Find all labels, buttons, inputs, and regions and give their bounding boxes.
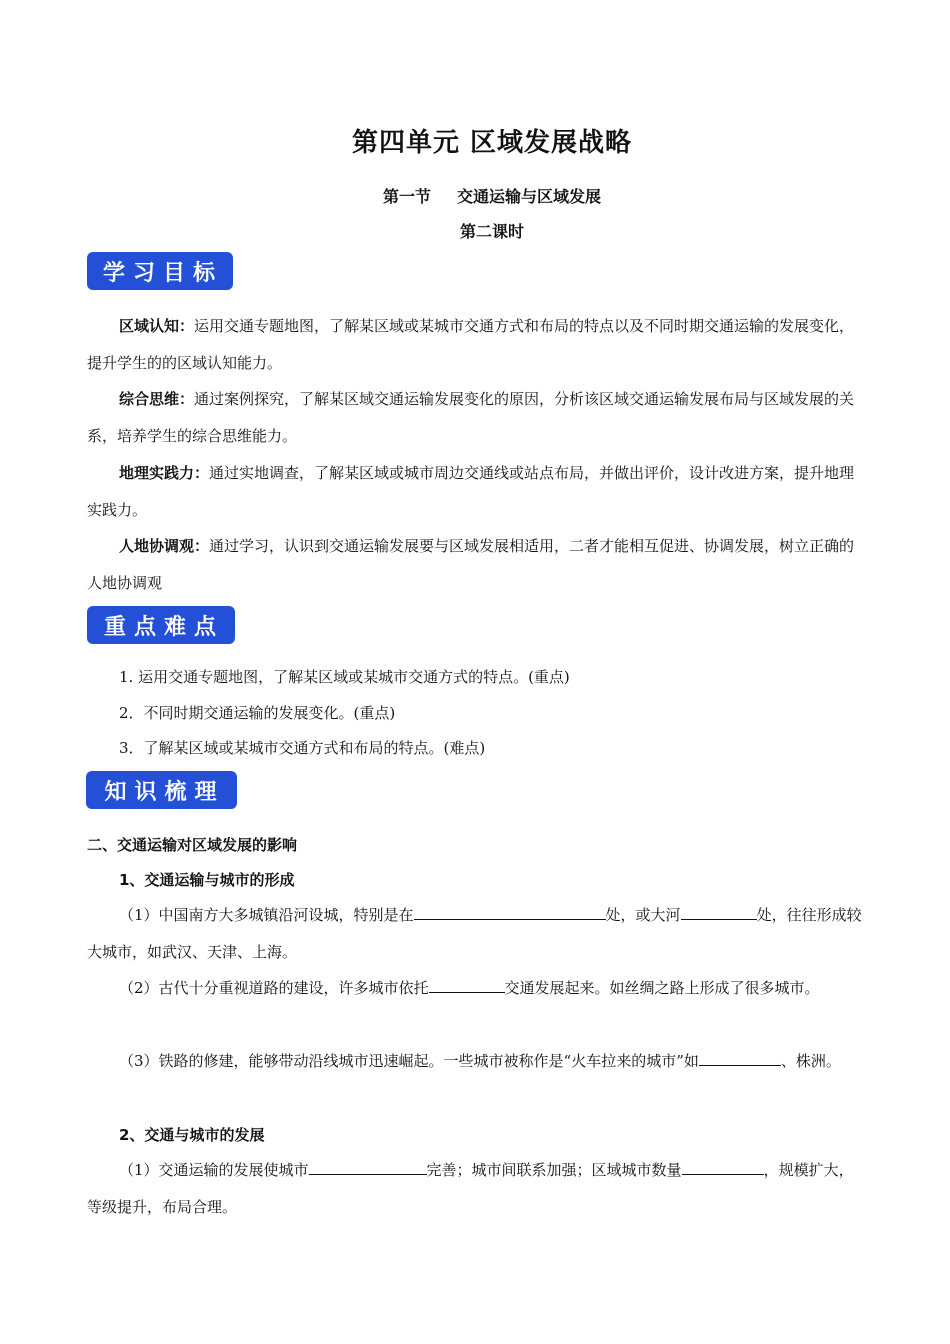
answer-blank[interactable] <box>699 1049 781 1066</box>
key-point-item: 3．了解某区域或某城市交通方式和布局的特点。(难点) <box>119 739 486 757</box>
question-text: （2）古代十分重视道路的建设，许多城市依托 <box>119 979 429 997</box>
question-text: （1）中国南方大多城镇沿河设城，特别是在 <box>119 906 414 924</box>
fill-blank-question-2-1 <box>87 1152 867 1226</box>
unit-title: 第四单元 区域发展战略 <box>351 128 633 158</box>
key-point-item: 2．不同时期交通运输的发展变化。(重点) <box>119 704 396 722</box>
knowledge-heading: 二、交通运输对区域发展的影响 <box>87 836 298 854</box>
subsection-heading-1: 1、交通运输与城市的形成 <box>119 871 295 889</box>
objective-text: 通过实地调查，了解某区域或城市周边交通线或站点布局，并做出评价，设计改进方案，提升地理实践力。 <box>87 464 855 519</box>
section-title <box>0 184 950 207</box>
objective-human-earth <box>87 528 867 602</box>
question-text: 完善；城市间联系加强；区域城市数量 <box>426 1161 682 1179</box>
fill-blank-question-1-1 <box>87 897 867 971</box>
objective-label: 综合思维： <box>119 390 195 408</box>
objective-integrated-thinking <box>87 381 867 455</box>
question-text: 、株洲。 <box>780 1052 841 1070</box>
section-number: 第一节 <box>382 187 431 206</box>
question-text: 处，或大河 <box>605 906 681 924</box>
subsection-heading-2: 2、交通与城市的发展 <box>119 1126 265 1144</box>
question-text: 交通发展起来。如丝绸之路上形成了很多城市。 <box>504 979 820 997</box>
objective-label: 地理实践力： <box>119 464 210 482</box>
question-text: （3）铁路的修建，能够带动沿线城市迅速崛起。一些城市被称作是“火车拉来的城市”如 <box>119 1052 699 1070</box>
key-points-badge: 重点难点 <box>87 606 235 644</box>
objective-regional-cognition <box>87 308 867 382</box>
question-text: ，规模扩大，等级提升，布局合理。 <box>87 1161 854 1216</box>
answer-blank[interactable] <box>681 903 757 920</box>
lesson-title: 第二课时 <box>459 222 524 241</box>
question-text: （1）交通运输的发展使城市 <box>119 1161 309 1179</box>
answer-blank[interactable] <box>309 1158 427 1175</box>
objective-text: 通过案例探究，了解某区域交通运输发展变化的原因，分析该区域交通运输发展布局与区域发展的关系，培养学生的综合思维能力。 <box>87 390 855 445</box>
knowledge-badge: 知识梳理 <box>86 771 237 809</box>
fill-blank-question-1-2 <box>87 970 867 1007</box>
objective-label: 人地协调观： <box>119 537 210 555</box>
section-name: 交通运输与区域发展 <box>457 187 602 206</box>
objectives-badge: 学习目标 <box>87 252 233 290</box>
key-point-item: 1. 运用交通专题地图，了解某区域或某城市交通方式的特点。(重点) <box>119 668 570 686</box>
objective-text: 运用交通专题地图，了解某区域或某城市交通方式和布局的特点以及不同时期交通运输的发展变化，提升学生的的区域认知能力。 <box>87 317 855 372</box>
fill-blank-question-1-3 <box>87 1043 867 1080</box>
objective-text: 通过学习，认识到交通运输发展要与区域发展相适用，二者才能相互促进、协调发展，树立正确的人地协调观 <box>87 537 855 592</box>
question-text: 处，往往形成较大城市，如武汉、天津、上海。 <box>87 906 862 961</box>
answer-blank[interactable] <box>429 976 505 993</box>
answer-blank[interactable] <box>414 903 606 920</box>
answer-blank[interactable] <box>682 1158 764 1175</box>
objective-geographic-practice <box>87 455 867 529</box>
objective-label: 区域认知： <box>119 317 195 335</box>
